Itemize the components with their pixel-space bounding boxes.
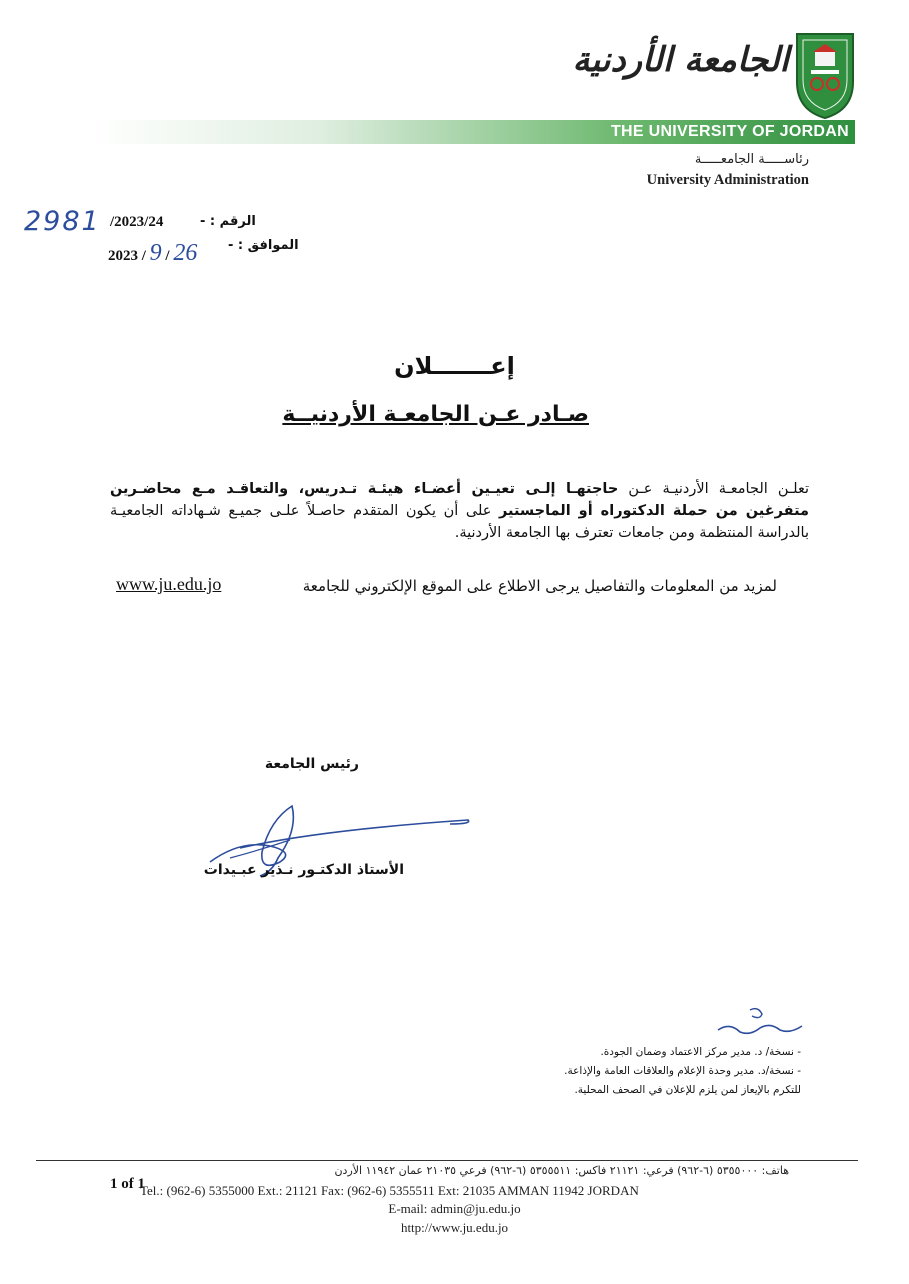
footer-arabic-contact: هاتف: ٥٣٥٥٠٠٠ (٦-٩٦٢) فرعي: ٢١١٢١ فاكس: ٥٣٥٥٥١١ (٦-٩٦٢) فرعي ٢١٠٣٥ عمان ١١٩٤٢ الأردن (334, 1164, 789, 1177)
footer-divider (36, 1160, 858, 1161)
university-english-name: THE UNIVERSITY OF JORDAN (610, 123, 849, 140)
copy-item: - نسخة/ د. مدير مركز الاعتماد وضمان الجودة. (600, 1046, 801, 1058)
date-day-handwritten: 26 (173, 240, 198, 266)
initials-mark (710, 1002, 810, 1042)
handwritten-reference-number: 2981 (24, 206, 101, 237)
announcement-title-text: إعـــــــلان (394, 352, 515, 380)
website-link[interactable]: www.ju.edu.jo (116, 574, 222, 594)
signer-title: رئيس الجامعة (264, 756, 359, 772)
reference-number: /2023/24 (110, 214, 164, 230)
copy-item: للتكرم بالإيعاز لمن يلزم للإعلان في الصحف المحلية. (574, 1084, 801, 1096)
university-crest-icon (793, 30, 857, 120)
university-arabic-logo: الجامعة الأردنية (572, 40, 789, 80)
body-text-bold: حاجتهـا إلـى تعيـين أعضـاء هيئـة تـدريس، والتعاقـد مـع محاضـرين متفرغين من حملة الدكتوراه أو الماجستير (110, 481, 809, 519)
signer-name: الأستاذ الدكتـور نـذير عبـيدات (203, 862, 404, 878)
footer-english-contact: Tel.: (962-6) 5355000 Ext.: 21121 Fax: (962-6) 5355511 Ext: 21035 AMMAN 11942 JORDAN (140, 1183, 639, 1198)
reference-label: الرقم : - (200, 214, 256, 229)
announcement-body (110, 478, 809, 544)
body-text-intro: تعلـن الجامعـة الأردنيـة عـن (618, 481, 809, 497)
date-label: الموافق : - (228, 238, 299, 253)
date-month-handwritten: 9 (149, 240, 162, 266)
administration-english: University Administration (646, 172, 809, 188)
footer-website[interactable]: http://www.ju.edu.jo (400, 1220, 509, 1235)
copy-item: - نسخة/د. مدير وحدة الإعلام والعلاقات العامة والإذاعة. (564, 1065, 801, 1077)
copies-list (564, 1043, 801, 1100)
administration-arabic: رئاســـــة الجامعـــــة (694, 152, 809, 167)
page-number: 1 of 1 (110, 1176, 145, 1192)
footer-email[interactable]: E-mail: admin@ju.edu.jo (388, 1201, 521, 1216)
reference-date: 2023 / 9 / 26 (108, 240, 198, 266)
body-text-conditions: على أن يكون المتقدم حاصـلاً علـى جميـع شـهاداته الجامعيـة بالدراسة المنتظمة ومن جامعات تعترف بها الجامعة الأردنية. (110, 503, 809, 541)
more-info-text: لمزيد من المعلومات والتفاصيل يرجى الاطلاع على الموقع الإلكتروني للجامعة (302, 577, 777, 595)
announcement-title (0, 352, 909, 380)
date-year: 2023 / (108, 248, 146, 264)
announcement-subtitle: صـادر عـن الجامعـة الأردنيــة (282, 402, 589, 427)
